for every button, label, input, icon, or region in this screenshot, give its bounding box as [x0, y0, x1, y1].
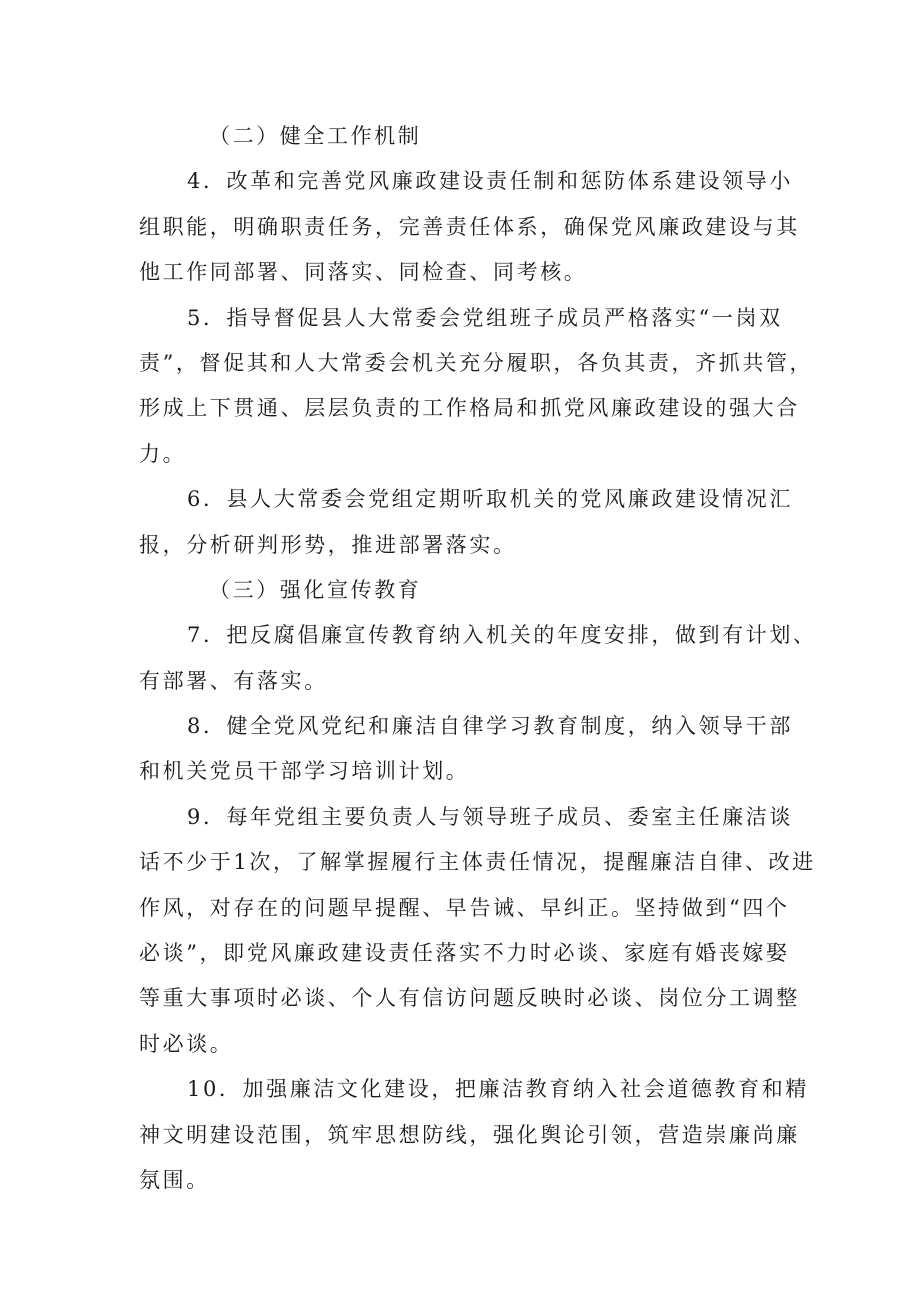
section-heading: （三）强化宣传教育 [209, 577, 422, 602]
text-line: 和机关党员干部学习培训计划。 [139, 759, 470, 784]
paragraph-item-4 [139, 159, 801, 295]
paragraph-item-6 [139, 477, 801, 568]
text-line: 报，分析研判形势，推进部署落实。 [139, 532, 517, 557]
document-body [139, 114, 817, 1203]
paragraph-item-8 [139, 704, 801, 795]
paragraph-item-7 [139, 613, 817, 704]
text-line: 神文明建设范围，筑牢思想防线，强化舆论引领，营造崇廉尚廉 [139, 1122, 800, 1147]
text-line: 责”，督促其和人大常委会机关充分履职，各负其责，齐抓共管， [139, 350, 814, 375]
text-line: 氛围。 [139, 1167, 210, 1192]
paragraph-item-5 [139, 296, 814, 478]
text-line: 话不少于1次，了解掌握履行主体责任情况，提醒廉洁自律、改进 [139, 850, 816, 875]
text-line: 7．把反腐倡廉宣传教育纳入机关的年度安排，做到有计划、 [187, 623, 817, 648]
text-line: 他工作同部署、同落实、同检查、同考核。 [139, 260, 588, 285]
text-line: 等重大事项时必谈、个人有信访问题反映时必谈、岗位分工调整 [139, 986, 800, 1011]
text-line: 作风，对存在的问题早提醒、早告诫、早纠正。坚持做到“四个 [139, 895, 790, 920]
text-line: 9．每年党组主要负责人与领导班子成员、委室主任廉洁谈 [187, 804, 793, 829]
text-line: 时必谈。 [139, 1031, 234, 1056]
text-line: 10．加强廉洁文化建设，把廉洁教育纳入社会道德教育和精 [187, 1077, 809, 1102]
text-line: 力。 [139, 441, 187, 466]
section-heading: （二）健全工作机制 [209, 124, 422, 148]
text-line: 有部署、有落实。 [139, 668, 328, 693]
text-line: 形成上下贯通、层层负责的工作格局和抓党风廉政建设的强大合 [139, 396, 800, 421]
text-line: 5．指导督促县人大常委会党组班子成员严格落实“一岗双 [187, 305, 783, 330]
paragraph-item-10 [139, 1067, 809, 1203]
text-line: 6．县人大常委会党组定期听取机关的党风廉政建设情况汇 [187, 487, 793, 512]
text-line: 8．健全党风党纪和廉洁自律学习教育制度，纳入领导干部 [187, 714, 793, 739]
paragraph-item-9 [139, 795, 816, 1067]
text-line: 4．改革和完善党风廉政建设责任制和惩防体系建设领导小 [187, 169, 793, 194]
text-line: 必谈”，即党风廉政建设责任落实不力时必谈、家庭有婚丧嫁娶 [139, 941, 790, 966]
text-line: 组职能，明确职责任务，完善责任体系，确保党风廉政建设与其 [139, 214, 800, 239]
